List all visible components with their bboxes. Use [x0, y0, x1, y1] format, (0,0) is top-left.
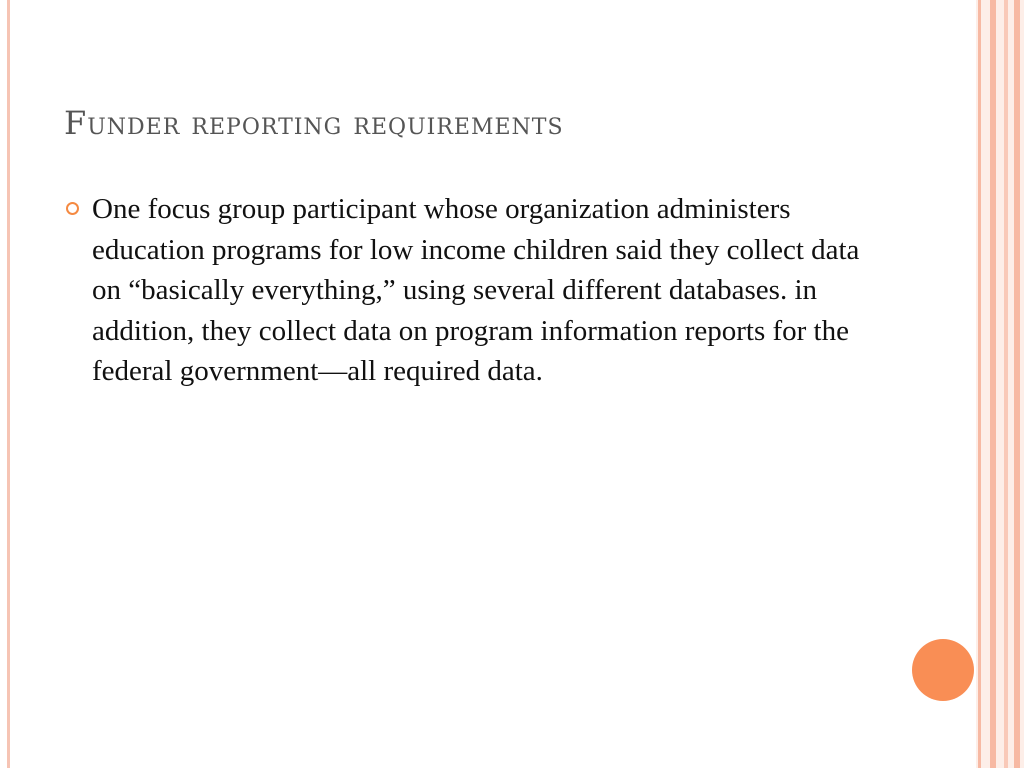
bullet-list: [64, 189, 864, 392]
left-border-stripe: [7, 0, 10, 768]
decorative-stripe: [1014, 0, 1020, 768]
decorative-stripe: [978, 0, 981, 768]
decorative-stripe: [1004, 0, 1008, 768]
bullet-text: One focus group participant whose organization administers education programs for low income children said they collect data on “basically everything,” using several different databases. in addition, they collect data on program information reports for the federal government—all required data.: [92, 193, 860, 387]
decorative-stripe: [990, 0, 996, 768]
slide-title: Funder reporting requirements: [64, 104, 564, 142]
hollow-circle-bullet-icon: [66, 202, 79, 215]
bullet-item: [64, 189, 864, 392]
decorative-orange-circle: [912, 639, 974, 701]
